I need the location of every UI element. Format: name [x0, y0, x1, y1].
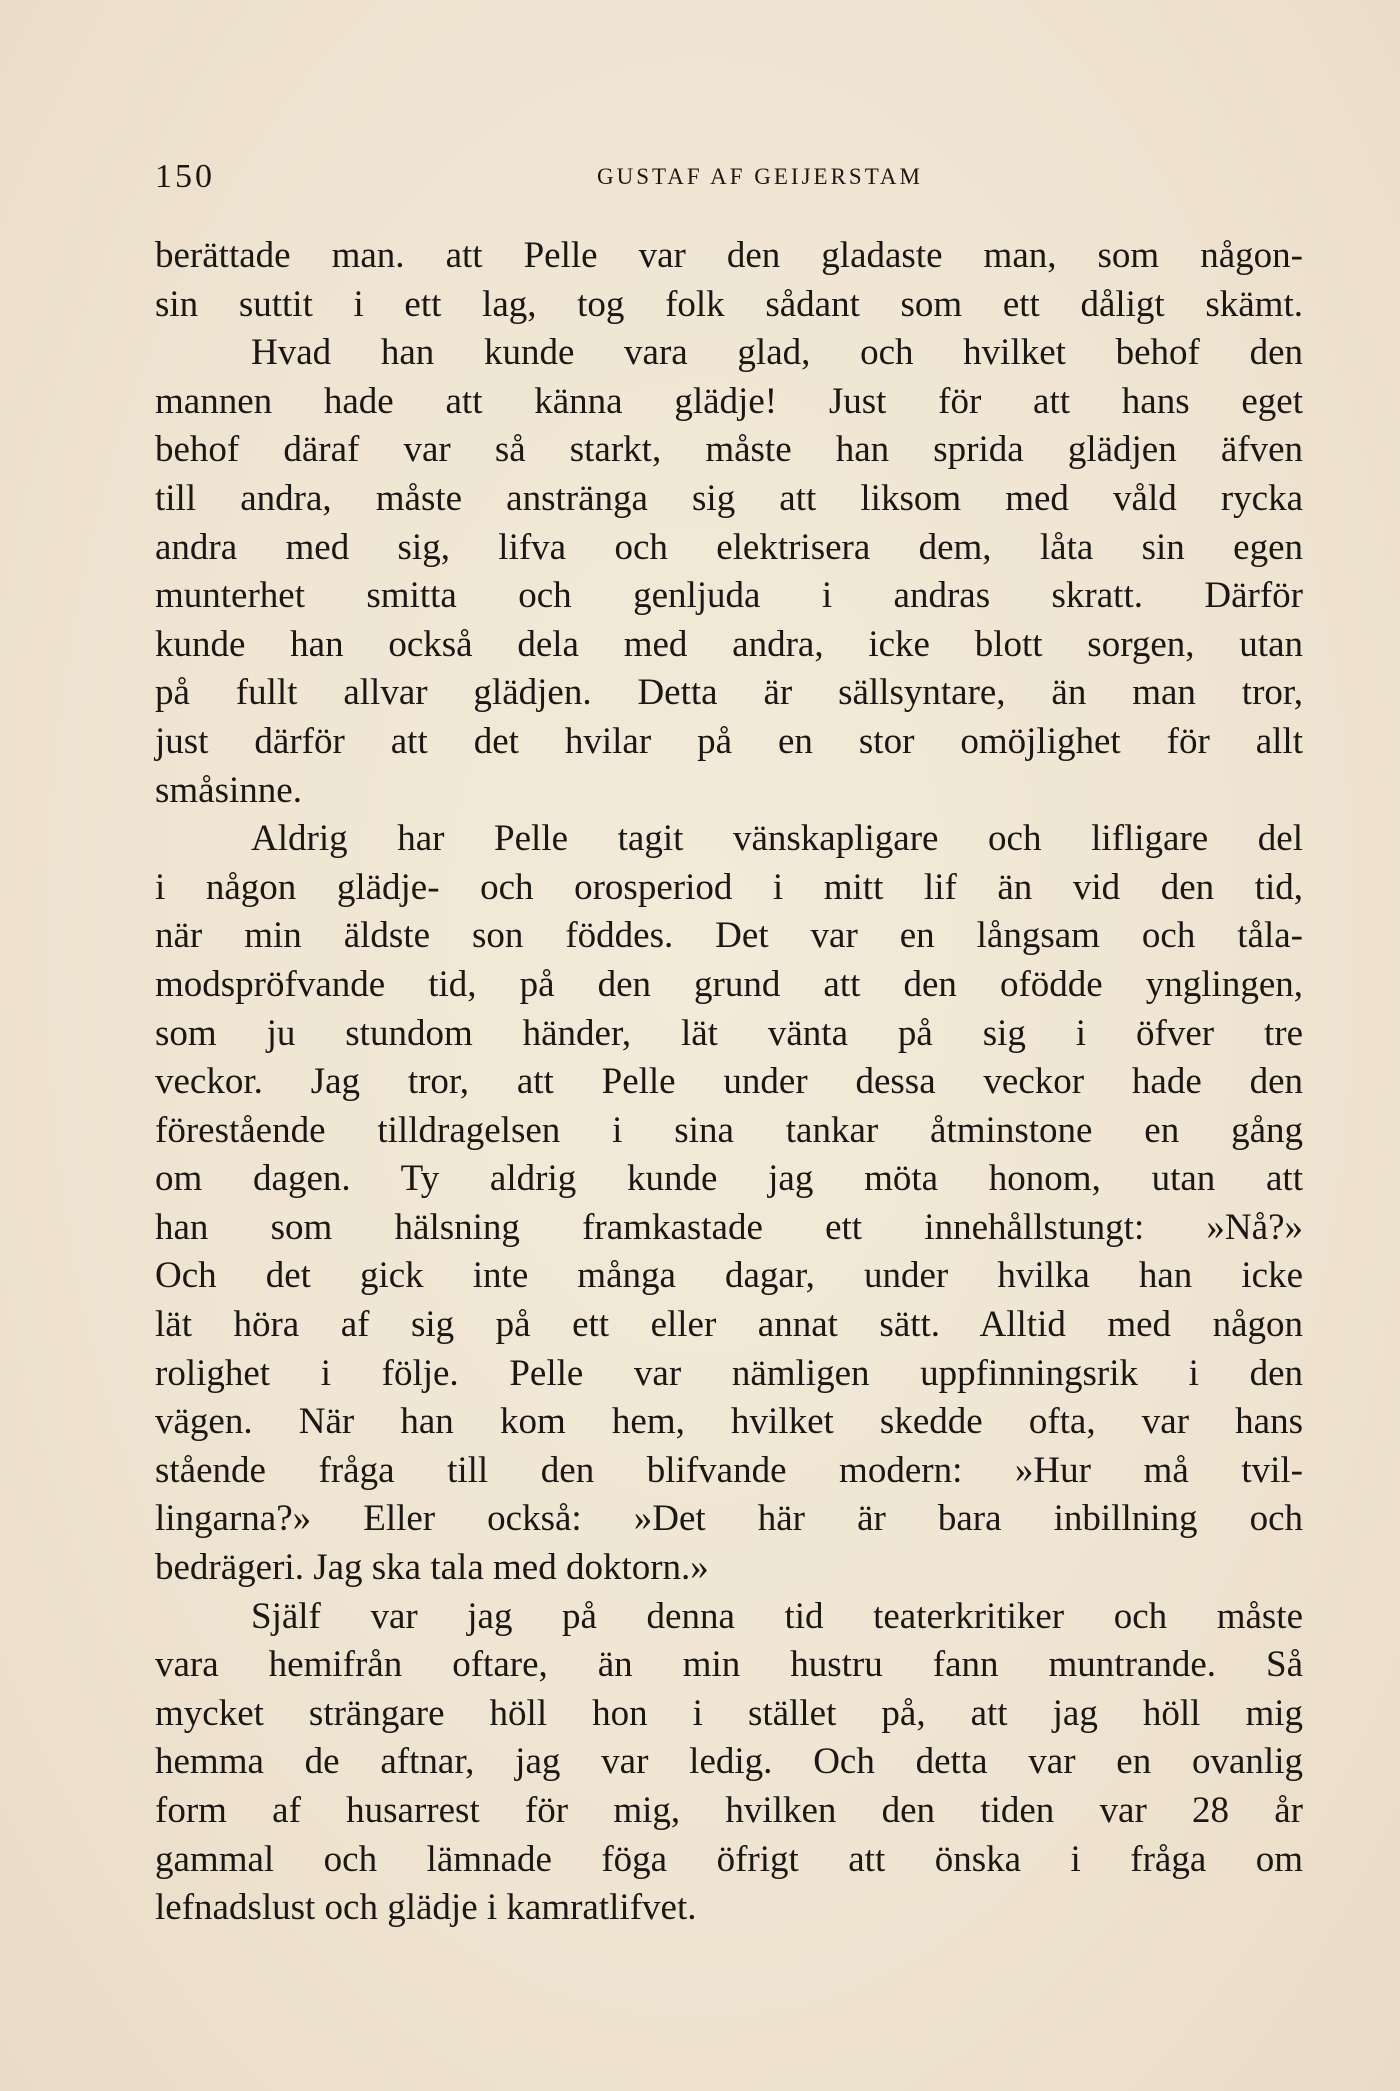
text-line: vara hemifrån oftare, än min hustru fann muntrande. Så	[155, 1644, 1303, 1686]
page-header	[155, 158, 1305, 198]
text-line: stående fråga till den blifvande modern: »Hur må tvil-	[155, 1449, 1303, 1491]
text-line: veckor. Jag tror, att Pelle under dessa veckor hade den	[155, 1061, 1303, 1103]
text-line: gammal och lämnade föga öfrigt att önska i fråga om	[155, 1838, 1303, 1880]
text-line: sin suttit i ett lag, tog folk sådant som ett dåligt skämt.	[155, 283, 1303, 325]
text-line: lingarna?» Eller också: »Det här är bara inbillning och	[155, 1498, 1303, 1540]
text-line: mycket strängare höll hon i stället på, att jag höll mig	[155, 1692, 1303, 1734]
text-line: hemma de aftnar, jag var ledig. Och detta var en ovanlig	[155, 1741, 1303, 1783]
text-line: lefnadslust och glädje i kamratlifvet.	[155, 1887, 697, 1929]
text-line: som ju stundom händer, lät vänta på sig i öfver tre	[155, 1012, 1303, 1054]
text-line: i någon glädje- och orosperiod i mitt lif än vid den tid,	[155, 866, 1303, 908]
text-line: kunde han också dela med andra, icke blott sorgen, utan	[155, 623, 1303, 665]
text-line: just därför att det hvilar på en stor omöjlighet för allt	[155, 720, 1303, 762]
text-line: Och det gick inte många dagar, under hvilka han icke	[155, 1255, 1303, 1297]
text-line: förestående tilldragelsen i sina tankar åtminstone en gång	[155, 1109, 1303, 1151]
text-line: Aldrig har Pelle tagit vänskapligare och lifligare del	[251, 818, 1303, 860]
page-number: 150	[155, 158, 215, 195]
text-line: på fullt allvar glädjen. Detta är sällsyntare, än man tror,	[155, 672, 1303, 714]
text-line: vägen. När han kom hem, hvilket skedde ofta, var hans	[155, 1401, 1303, 1443]
text-line: andra med sig, lifva och elektrisera dem, låta sin egen	[155, 526, 1303, 568]
text-line: berättade man. att Pelle var den gladaste man, som någon-	[155, 235, 1303, 276]
text-line: rolighet i följe. Pelle var nämligen uppfinningsrik i den	[155, 1352, 1303, 1394]
text-line: när min äldste son föddes. Det var en långsam och tåla-	[155, 915, 1303, 957]
running-head: GUSTAF AF GEIJERSTAM	[597, 164, 923, 189]
text-line: om dagen. Ty aldrig kunde jag möta honom, utan att	[155, 1158, 1303, 1200]
body-text	[155, 232, 1303, 1933]
text-line: småsinne.	[155, 769, 302, 811]
text-line: Själf var jag på denna tid teaterkritiker och måste	[251, 1595, 1303, 1637]
text-line: form af husarrest för mig, hvilken den tiden var 28 år	[155, 1790, 1303, 1831]
text-line: lät höra af sig på ett eller annat sätt. Alltid med någon	[155, 1304, 1303, 1346]
text-line: bedrägeri. Jag ska tala med doktorn.»	[155, 1547, 709, 1589]
text-line: han som hälsning framkastade ett innehållstungt: »Nå?»	[155, 1206, 1303, 1248]
text-line: till andra, måste anstränga sig att liksom med våld rycka	[155, 477, 1303, 519]
text-line: modspröfvande tid, på den grund att den ofödde ynglingen,	[155, 963, 1303, 1005]
text-line: mannen hade att känna glädje! Just för att hans eget	[155, 380, 1303, 422]
text-line: Hvad han kunde vara glad, och hvilket behof den	[251, 332, 1303, 374]
text-line: munterhet smitta och genljuda i andras skratt. Därför	[155, 575, 1303, 617]
text-line: behof däraf var så starkt, måste han sprida glädjen äfven	[155, 429, 1303, 471]
